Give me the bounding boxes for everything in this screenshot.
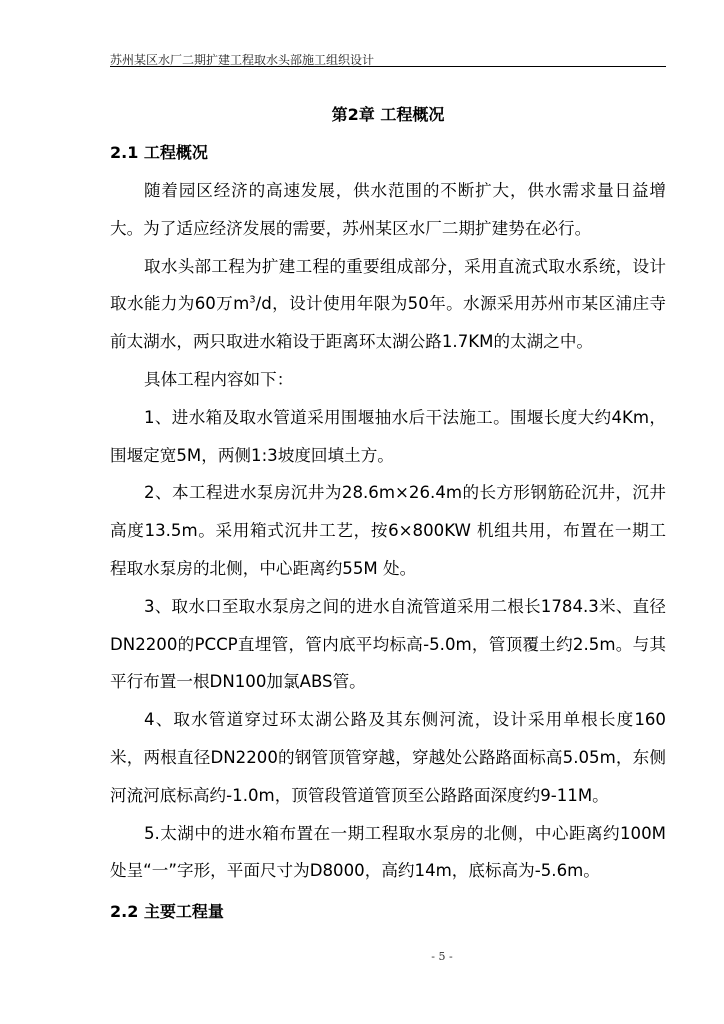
section-heading-2-2: 2.2 主要工程量 bbox=[110, 902, 224, 921]
paragraph-item-2: 2、本工程进水泵房沉井为28.6m×26.4m的长方形钢筋砼沉井，沉井高度13.5m。采用箱式沉井工艺，按6×800KW 机组共用，布置在一期工程取水泵房的北侧，中心距离约55M 处。 bbox=[110, 483, 666, 578]
paragraph-background: 随着园区经济的高速发展，供水范围的不断扩大，供水需求量日益增大。为了适应经济发展的需要，苏州某区水厂二期扩建势在必行。 bbox=[110, 181, 666, 238]
header-divider bbox=[110, 66, 666, 67]
page-number: - 5 - bbox=[431, 950, 453, 963]
paragraph-item-5: 5.太湖中的进水箱布置在一期工程取水泵房的北侧，中心距离约100M处呈“一”字形，平面尺寸为D8000，高约14m，底标高为-5.6m。 bbox=[110, 823, 666, 881]
paragraph-capacity bbox=[110, 248, 666, 361]
capacity-superscript: 3 bbox=[249, 294, 256, 306]
capacity-text-after: /d，设计使用年限为50年。水源采用苏州市某区浦庄寺前太湖水，两只取进水箱设于距离环太湖公路1.7KM的太湖之中。 bbox=[110, 294, 666, 352]
running-header: 苏州某区水厂二期扩建工程取水头部施工组织设计 bbox=[110, 53, 375, 67]
paragraph-item-4: 4、取水管道穿过环太湖公路及其东侧河流，设计采用单根长度160米，两根直径DN2200的钢管顶管穿越，穿越处公路路面标高5.05m，东侧河流河底标高约-1.0m，顶管段管道管顶至公路路面深度约9-11M。 bbox=[110, 710, 666, 805]
paragraph-item-1: 1、进水箱及取水管道采用围堰抽水后干法施工。围堰长度大约4Km，围堰定宽5M，两侧1:3坡度回填土方。 bbox=[110, 407, 666, 465]
paragraph-content-intro: 具体工程内容如下： bbox=[144, 369, 294, 389]
chapter-title: 第2章 工程概况 bbox=[331, 105, 445, 124]
paragraph-item-3: 3、取水口至取水泵房之间的进水自流管道采用二根长1784.3米、直径DN2200的PCCP直埋管，管内底平均标高-5.0m，管顶覆土约2.5m。与其平行布置一根DN100加氯ABS管。 bbox=[110, 596, 666, 692]
capacity-text-before: 取水头部工程为扩建工程的重要组成部分，采用直流式取水系统，设计取水能力为60万m bbox=[110, 256, 666, 314]
body-text bbox=[110, 172, 666, 890]
section-heading-2-1: 2.1 工程概况 bbox=[110, 143, 208, 162]
